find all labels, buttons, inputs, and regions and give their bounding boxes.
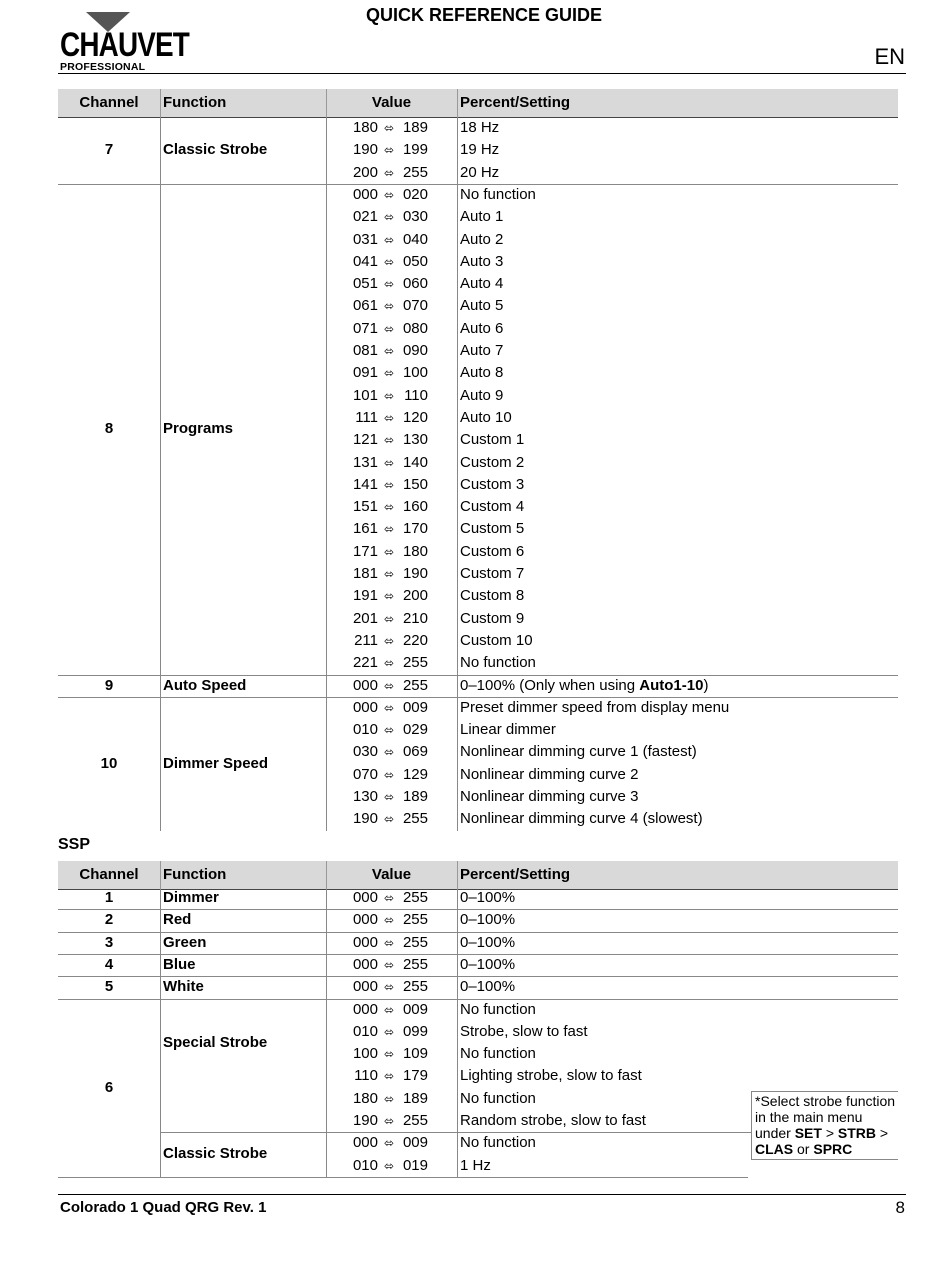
setting-label: Auto 6 xyxy=(460,319,504,337)
value-end: 200 xyxy=(402,587,428,605)
setting-text xyxy=(460,741,697,763)
range-arrow-icon: ⬄ xyxy=(383,812,395,827)
column-header-percent-setting: Percent/Setting xyxy=(460,94,571,111)
value-end: 030 xyxy=(402,208,428,226)
value-start: 151 xyxy=(352,498,378,516)
value-start: 051 xyxy=(352,275,378,293)
range-arrow-icon: ⬄ xyxy=(383,935,395,950)
function-name: Dimmer Speed xyxy=(163,754,269,772)
value-start: 130 xyxy=(352,788,378,805)
setting-label: Custom 2 xyxy=(460,453,525,471)
range-arrow-icon: ⬄ xyxy=(383,1136,395,1151)
channel-number: 3 xyxy=(104,933,114,951)
setting-label: Custom 4 xyxy=(460,498,525,516)
value-end: 255 xyxy=(402,810,428,828)
value-end: 140 xyxy=(402,453,428,471)
setting-label: Custom 8 xyxy=(460,587,525,605)
setting-text xyxy=(460,541,524,563)
setting-label: Auto 4 xyxy=(460,275,504,293)
value-end: 255 xyxy=(402,163,428,181)
table-bottom-rule xyxy=(58,1177,748,1178)
value-end: 069 xyxy=(402,743,428,761)
channel-number: 8 xyxy=(104,420,114,438)
setting-tail: ) xyxy=(703,676,709,694)
setting-text xyxy=(460,206,503,228)
range-arrow-icon: ⬄ xyxy=(383,745,395,760)
range-arrow-icon: ⬄ xyxy=(383,1024,395,1039)
value-end: 129 xyxy=(402,765,428,783)
value-start: 061 xyxy=(352,297,378,315)
setting-label: Custom 6 xyxy=(460,542,525,560)
range-arrow-icon: ⬄ xyxy=(383,210,395,225)
range-arrow-icon: ⬄ xyxy=(383,1047,395,1062)
setting-text xyxy=(460,518,524,540)
channel-number: 9 xyxy=(104,676,114,694)
value-start: 110 xyxy=(354,1067,378,1085)
value-start: 171 xyxy=(352,542,378,560)
range-arrow-icon: ⬄ xyxy=(383,410,395,425)
page-number: 8 xyxy=(895,1198,905,1217)
value-start: 211 xyxy=(354,631,378,649)
value-end: 199 xyxy=(402,141,428,159)
function-name: Red xyxy=(163,911,192,929)
setting-text xyxy=(460,295,503,317)
setting-text xyxy=(460,139,499,161)
setting-label: 20 Hz xyxy=(460,163,500,181)
setting-text xyxy=(460,608,524,630)
value-end: 150 xyxy=(402,475,428,493)
setting-label: Nonlinear dimming curve 2 xyxy=(460,765,639,783)
setting-label: 0–100% xyxy=(460,911,516,929)
channel-number: 5 xyxy=(104,978,114,996)
setting-label: Custom 7 xyxy=(460,565,525,582)
table-header xyxy=(58,861,898,889)
setting-text xyxy=(460,385,503,407)
setting-label: Linear dimmer xyxy=(460,721,556,739)
range-arrow-icon: ⬄ xyxy=(383,678,395,693)
setting-text xyxy=(460,273,503,295)
channel-number: 10 xyxy=(100,754,118,772)
value-start: 030 xyxy=(352,743,378,761)
range-arrow-icon: ⬄ xyxy=(383,522,395,537)
column-header-value: Value xyxy=(371,866,412,883)
value-start: 201 xyxy=(352,609,378,627)
setting-text xyxy=(460,1088,536,1110)
section-title: SSP xyxy=(58,836,91,853)
setting-label: Random strobe, slow to fast xyxy=(460,1112,646,1129)
function-name: White xyxy=(163,978,204,996)
column-header-function: Function xyxy=(163,866,227,883)
table-header xyxy=(58,89,898,117)
setting-text xyxy=(460,652,536,674)
column-header-percent-setting: Percent/Setting xyxy=(460,866,571,883)
function-name: Auto Speed xyxy=(163,676,247,694)
value-end: 009 xyxy=(402,1000,428,1018)
function-name: Classic Strobe xyxy=(163,141,268,159)
value-start: 141 xyxy=(352,475,378,493)
value-start: 221 xyxy=(352,654,378,672)
range-arrow-icon: ⬄ xyxy=(383,388,395,403)
range-arrow-icon: ⬄ xyxy=(383,121,395,135)
value-start: 131 xyxy=(352,453,378,471)
column-divider xyxy=(457,89,458,117)
setting-text xyxy=(460,954,515,976)
range-arrow-icon: ⬄ xyxy=(383,232,395,247)
value-start: 000 xyxy=(352,1000,378,1018)
range-arrow-icon: ⬄ xyxy=(383,790,395,804)
range-arrow-icon: ⬄ xyxy=(383,277,395,292)
value-end: 255 xyxy=(402,676,428,694)
value-start: 000 xyxy=(352,698,378,716)
range-arrow-icon: ⬄ xyxy=(383,913,395,928)
value-start: 180 xyxy=(352,1089,378,1107)
setting-label: Custom 9 xyxy=(460,609,525,627)
setting-text xyxy=(460,932,515,954)
setting-label: 0–100% xyxy=(460,889,516,906)
setting-label: No function xyxy=(460,1045,536,1063)
value-start: 091 xyxy=(352,364,378,382)
setting-text xyxy=(460,229,503,251)
value-start: 071 xyxy=(352,319,378,337)
setting-text xyxy=(460,496,524,518)
value-start: 101 xyxy=(352,386,378,404)
range-arrow-icon: ⬄ xyxy=(383,891,395,905)
column-divider xyxy=(326,117,327,831)
setting-text xyxy=(460,808,703,830)
setting-text xyxy=(460,1110,646,1132)
value-end: 255 xyxy=(402,933,428,951)
value-start: 000 xyxy=(352,911,378,929)
setting-text xyxy=(460,1155,491,1177)
column-divider xyxy=(160,861,161,889)
setting-emphasis: Auto1-10 xyxy=(639,676,704,694)
value-end: 019 xyxy=(402,1156,428,1174)
footer-doc-name: Colorado 1 Quad QRG Rev. 1 xyxy=(60,1199,267,1216)
range-arrow-icon: ⬄ xyxy=(383,633,395,648)
value-end: 189 xyxy=(402,1089,428,1107)
setting-text xyxy=(460,162,499,184)
setting-label: Preset dimmer speed from display menu xyxy=(460,698,730,716)
value-start: 191 xyxy=(352,587,378,605)
function-name: Green xyxy=(163,933,207,951)
setting-text xyxy=(460,976,515,998)
value-start: 021 xyxy=(352,208,378,226)
function-name: Programs xyxy=(163,420,234,438)
value-end: 255 xyxy=(402,889,428,906)
value-end: 130 xyxy=(402,431,428,449)
value-end: 255 xyxy=(402,1112,428,1129)
range-arrow-icon: ⬄ xyxy=(383,1114,395,1128)
range-arrow-icon: ⬄ xyxy=(383,589,395,604)
column-divider xyxy=(457,117,458,831)
setting-text xyxy=(460,585,524,607)
setting-label: Auto 7 xyxy=(460,342,504,359)
setting-label: Custom 1 xyxy=(460,431,525,449)
setting-text xyxy=(460,1021,588,1043)
channel-number: 4 xyxy=(104,955,114,973)
setting-label: 1 Hz xyxy=(460,1156,491,1174)
setting-text xyxy=(460,697,729,719)
function-name: Dimmer xyxy=(163,889,219,906)
setting-text xyxy=(460,719,556,741)
column-divider xyxy=(457,861,458,889)
range-arrow-icon: ⬄ xyxy=(383,957,395,972)
setting-label: Auto 8 xyxy=(460,364,504,382)
value-end: 009 xyxy=(402,1134,428,1152)
column-header-function: Function xyxy=(163,94,227,111)
setting-label: Nonlinear dimming curve 3 xyxy=(460,788,639,805)
channel-number: 7 xyxy=(104,141,114,159)
setting-label: Custom 5 xyxy=(460,520,525,538)
setting-text xyxy=(460,407,512,429)
value-start: 010 xyxy=(352,1156,378,1174)
value-end: 100 xyxy=(402,364,428,382)
column-divider xyxy=(160,117,161,831)
value-start: 010 xyxy=(352,721,378,739)
range-arrow-icon: ⬄ xyxy=(383,544,395,559)
range-arrow-icon: ⬄ xyxy=(383,767,395,782)
value-end: 255 xyxy=(402,955,428,973)
setting-label: 0–100% (Only when using xyxy=(460,676,640,694)
value-end: 180 xyxy=(402,542,428,560)
value-end: 029 xyxy=(402,721,428,739)
value-start: 031 xyxy=(352,230,378,248)
setting-text xyxy=(460,184,536,206)
value-end: 099 xyxy=(402,1022,428,1040)
function-name: Classic Strobe xyxy=(163,1145,268,1163)
range-arrow-icon: ⬄ xyxy=(383,254,395,269)
range-arrow-icon: ⬄ xyxy=(383,1069,395,1084)
setting-text xyxy=(460,429,524,451)
value-start: 000 xyxy=(352,1134,378,1152)
value-start: 000 xyxy=(352,676,378,694)
value-start: 111 xyxy=(355,408,378,426)
value-end: 109 xyxy=(402,1045,428,1063)
setting-label: No function xyxy=(460,1089,536,1107)
setting-text xyxy=(460,1043,536,1065)
setting-label: 18 Hz xyxy=(460,119,500,136)
value-start: 190 xyxy=(352,1112,378,1129)
setting-label: No function xyxy=(460,185,536,203)
value-start: 190 xyxy=(352,141,378,159)
setting-label: 0–100% xyxy=(460,933,516,951)
value-end: 009 xyxy=(402,698,428,716)
value-end: 189 xyxy=(402,788,428,805)
setting-label: Nonlinear dimming curve 4 (slowest) xyxy=(460,810,703,828)
value-start: 041 xyxy=(352,252,378,270)
setting-label: Auto 1 xyxy=(460,208,504,226)
setting-label: Auto 5 xyxy=(460,297,504,315)
setting-text xyxy=(460,340,503,362)
strobe-note: *Select strobe function in the main menu under SET > STRB > CLAS or SPRC xyxy=(751,1091,898,1160)
column-header-value: Value xyxy=(371,94,412,111)
range-arrow-icon: ⬄ xyxy=(383,700,395,715)
range-arrow-icon: ⬄ xyxy=(383,344,395,358)
value-start: 000 xyxy=(352,185,378,203)
setting-label: Custom 10 xyxy=(460,631,533,649)
setting-text xyxy=(460,630,533,652)
value-end: 255 xyxy=(402,911,428,929)
setting-text xyxy=(460,675,708,697)
setting-label: Auto 10 xyxy=(460,408,512,426)
range-arrow-icon: ⬄ xyxy=(383,366,395,381)
setting-label: Auto 9 xyxy=(460,386,504,404)
value-end: 060 xyxy=(402,275,428,293)
value-end: 080 xyxy=(402,319,428,337)
range-arrow-icon: ⬄ xyxy=(383,500,395,515)
column-header-channel: Channel xyxy=(79,94,139,111)
value-start: 081 xyxy=(352,342,378,359)
brand-logo: CHAUVET xyxy=(60,26,190,64)
footer-rule xyxy=(58,1194,906,1195)
value-start: 121 xyxy=(352,431,378,449)
value-end: 190 xyxy=(402,565,428,582)
function-name: Blue xyxy=(163,955,196,973)
row-divider xyxy=(58,184,898,185)
setting-text xyxy=(460,1132,536,1154)
setting-label: Auto 3 xyxy=(460,252,504,270)
setting-label: Lighting strobe, slow to fast xyxy=(460,1067,642,1085)
setting-text xyxy=(460,1065,642,1087)
value-start: 000 xyxy=(352,978,378,996)
language-code: EN xyxy=(874,44,905,69)
value-start: 161 xyxy=(352,520,378,538)
value-start: 181 xyxy=(352,565,378,582)
setting-label: Strobe, slow to fast xyxy=(460,1022,588,1040)
value-start: 190 xyxy=(352,810,378,828)
setting-text xyxy=(460,251,503,273)
value-end: 050 xyxy=(402,252,428,270)
row-divider xyxy=(58,999,898,1000)
column-divider xyxy=(326,861,327,889)
value-start: 000 xyxy=(352,889,378,906)
setting-text xyxy=(460,786,638,808)
range-arrow-icon: ⬄ xyxy=(383,723,395,738)
value-end: 210 xyxy=(402,609,428,627)
value-end: 020 xyxy=(402,185,428,203)
channel-number: 1 xyxy=(104,889,114,906)
value-end: 255 xyxy=(402,978,428,996)
channel-number: 2 xyxy=(104,911,114,929)
range-arrow-icon: ⬄ xyxy=(383,299,395,314)
column-divider xyxy=(326,89,327,117)
range-arrow-icon: ⬄ xyxy=(383,1091,395,1106)
setting-text xyxy=(460,318,503,340)
setting-label: 19 Hz xyxy=(460,141,500,159)
value-start: 010 xyxy=(352,1022,378,1040)
range-arrow-icon: ⬄ xyxy=(383,187,395,202)
range-arrow-icon: ⬄ xyxy=(383,433,395,448)
setting-text xyxy=(460,563,524,585)
column-header-channel: Channel xyxy=(79,866,139,883)
range-arrow-icon: ⬄ xyxy=(383,567,395,581)
setting-label: Nonlinear dimming curve 1 (fastest) xyxy=(460,743,697,761)
setting-text xyxy=(460,474,524,496)
setting-label: No function xyxy=(460,654,536,672)
range-arrow-icon: ⬄ xyxy=(383,1002,395,1017)
function-name: Special Strobe xyxy=(163,1034,268,1052)
channel-number: 6 xyxy=(104,1078,114,1096)
range-arrow-icon: ⬄ xyxy=(383,611,395,626)
value-end: 160 xyxy=(402,498,428,516)
value-start: 100 xyxy=(352,1045,378,1063)
brand-logo-subtitle: PROFESSIONAL xyxy=(60,61,146,73)
setting-label: No function xyxy=(460,1134,536,1152)
range-arrow-icon: ⬄ xyxy=(383,656,395,671)
range-arrow-icon: ⬄ xyxy=(383,980,395,995)
value-end: 220 xyxy=(402,631,428,649)
value-start: 180 xyxy=(352,119,378,136)
row-divider xyxy=(58,697,898,698)
setting-label: 0–100% xyxy=(460,978,516,996)
setting-text xyxy=(460,999,536,1021)
setting-label: No function xyxy=(460,1000,536,1018)
range-arrow-icon: ⬄ xyxy=(383,165,395,180)
value-start: 000 xyxy=(352,955,378,973)
header-rule xyxy=(58,73,906,74)
value-end: 040 xyxy=(402,230,428,248)
value-end: 179 xyxy=(402,1067,428,1085)
column-divider xyxy=(160,89,161,117)
range-arrow-icon: ⬄ xyxy=(383,455,395,470)
range-arrow-icon: ⬄ xyxy=(383,1158,395,1173)
range-arrow-icon: ⬄ xyxy=(383,477,395,492)
setting-text xyxy=(460,117,499,139)
column-divider xyxy=(326,889,327,1177)
range-arrow-icon: ⬄ xyxy=(383,143,395,158)
value-end: 090 xyxy=(402,342,428,359)
range-arrow-icon: ⬄ xyxy=(383,321,395,336)
setting-text xyxy=(460,909,515,931)
value-end: 070 xyxy=(402,297,428,315)
value-end: 120 xyxy=(402,408,428,426)
value-start: 000 xyxy=(352,933,378,951)
value-start: 200 xyxy=(352,163,378,181)
value-start: 070 xyxy=(352,765,378,783)
value-end: 170 xyxy=(402,520,428,538)
column-divider xyxy=(457,889,458,1177)
setting-label: Custom 3 xyxy=(460,475,525,493)
setting-label: 0–100% xyxy=(460,955,516,973)
setting-text xyxy=(460,764,638,786)
setting-label: Auto 2 xyxy=(460,230,504,248)
value-end: 255 xyxy=(402,654,428,672)
setting-text xyxy=(460,362,503,384)
value-end: 189 xyxy=(402,119,428,136)
document-title: QUICK REFERENCE GUIDE xyxy=(365,5,603,25)
value-end: 110 xyxy=(404,386,428,404)
setting-text xyxy=(460,887,515,909)
column-divider xyxy=(160,889,161,1177)
setting-text xyxy=(460,452,524,474)
